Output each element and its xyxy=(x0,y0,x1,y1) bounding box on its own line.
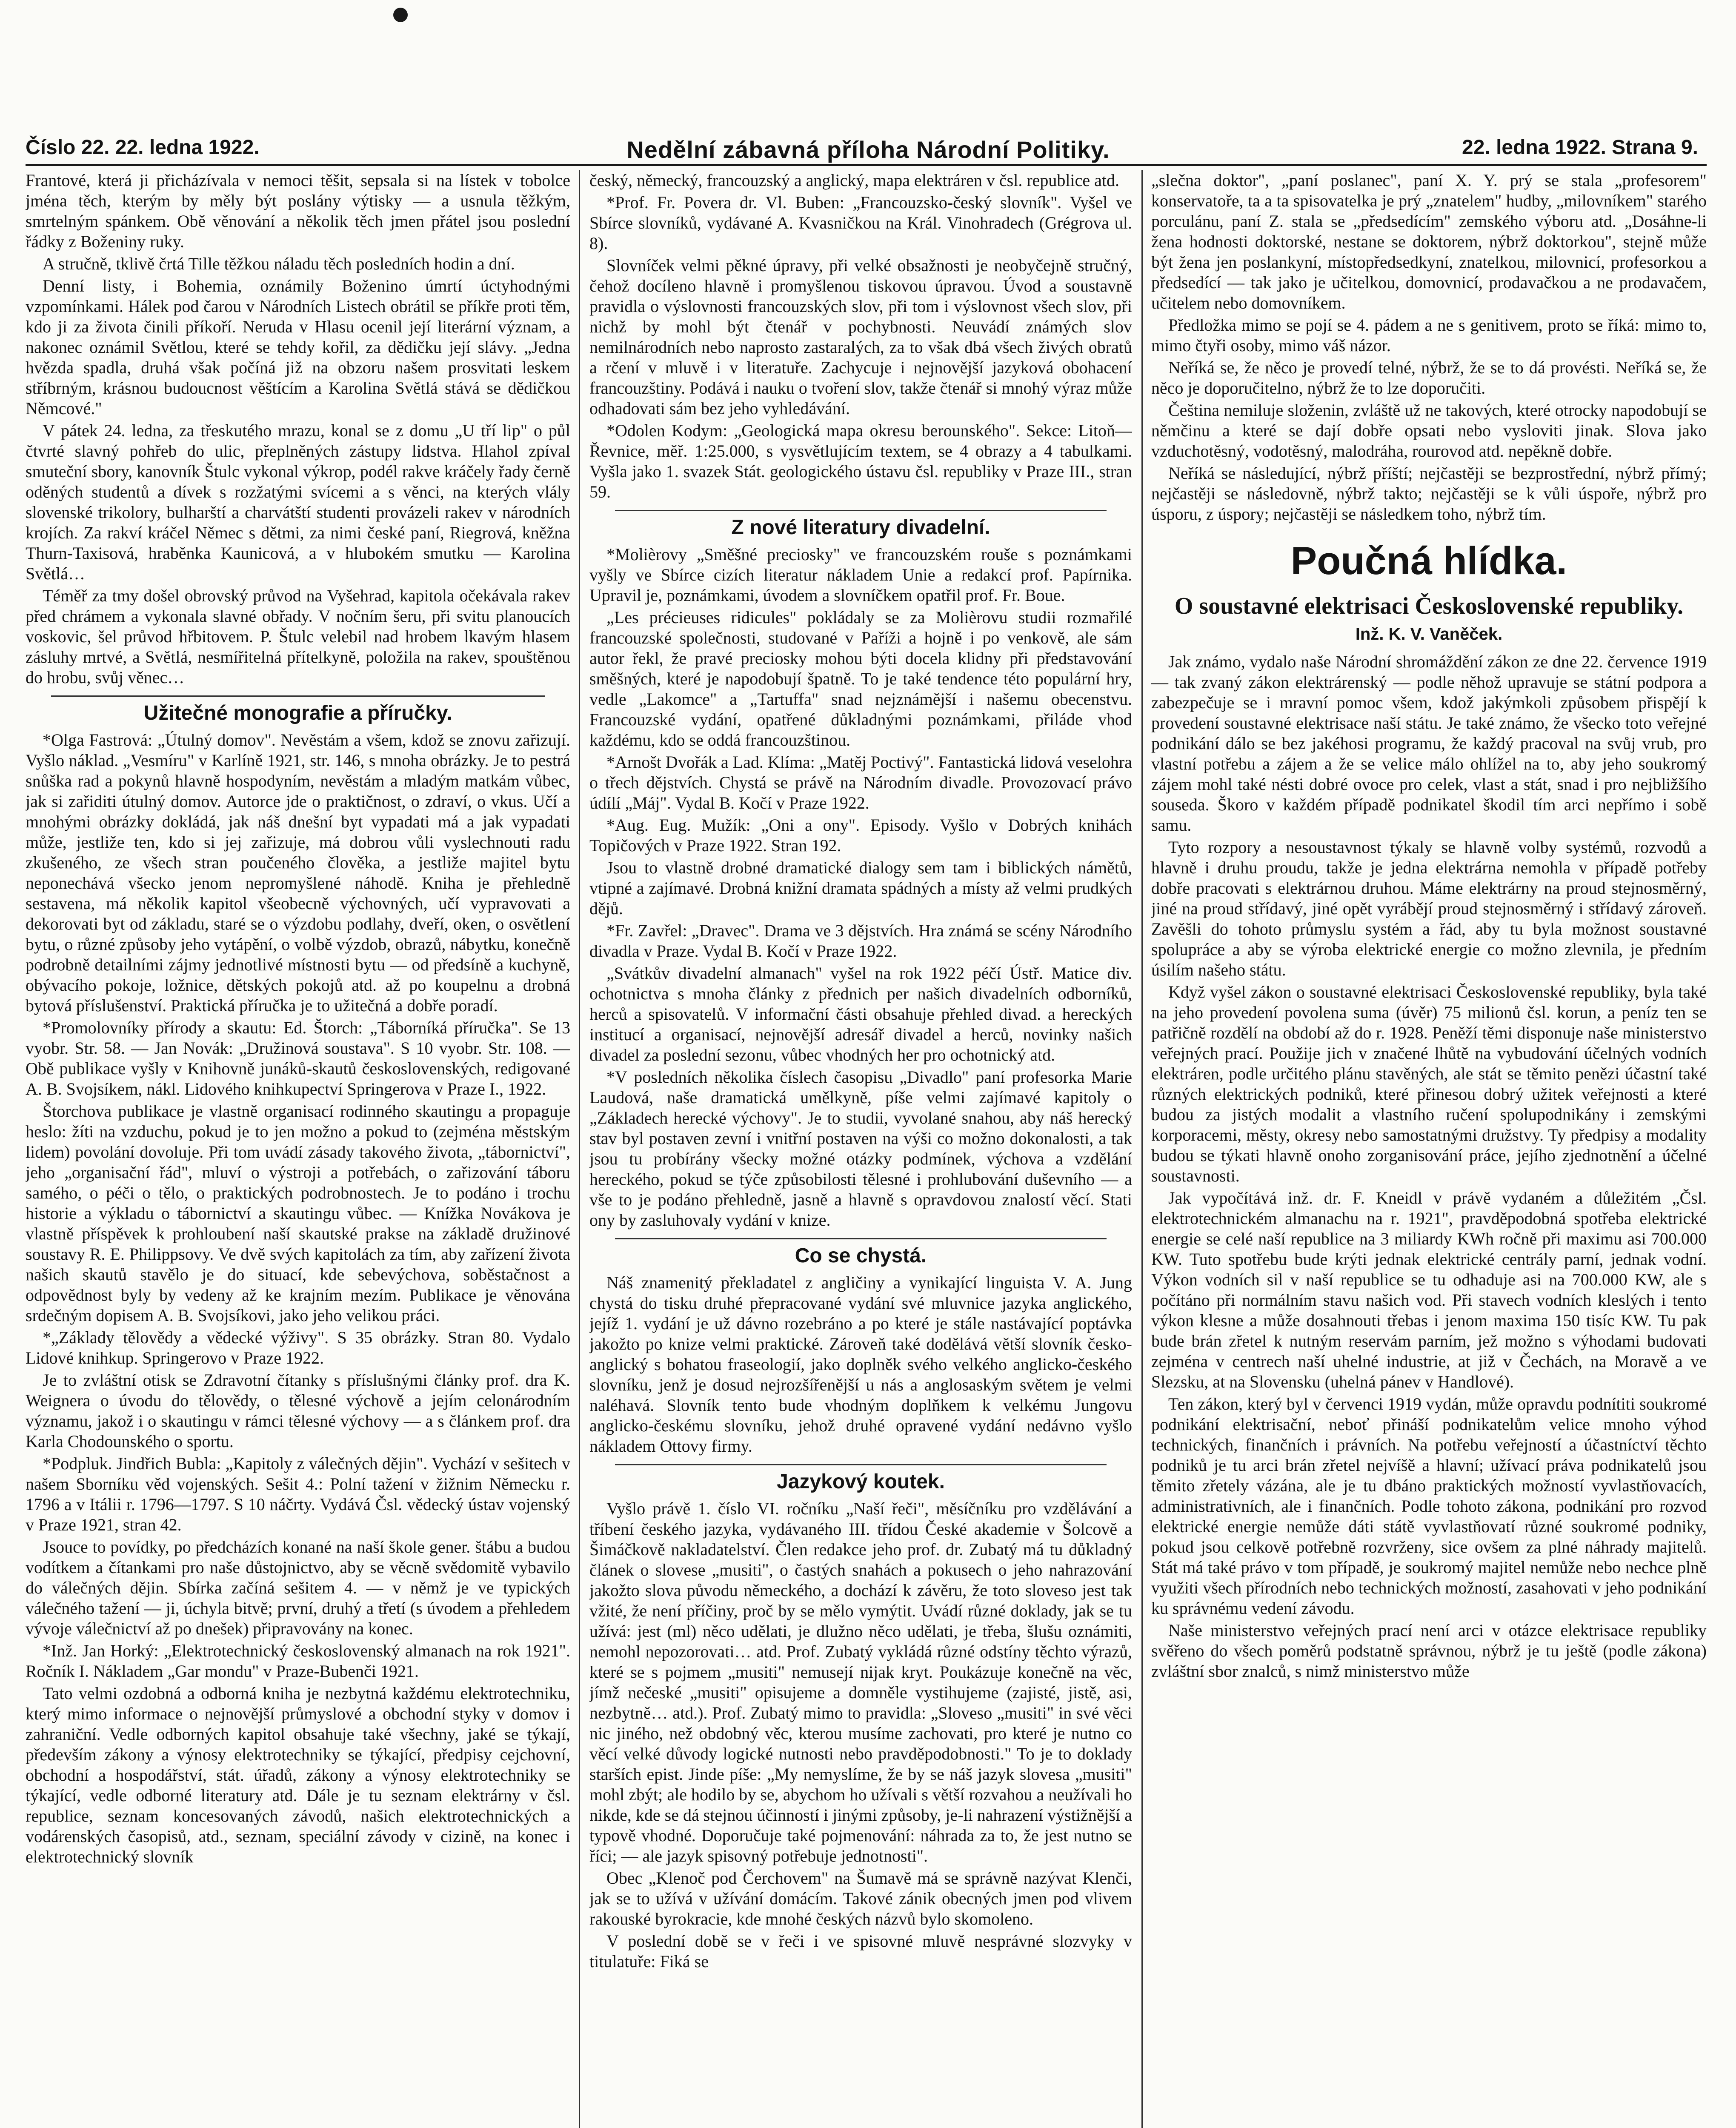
section-title-educational: Poučná hlídka. xyxy=(1290,539,1567,583)
language-note: Neříká se následující, nýbrž příští; nejčastěji se bezprostřední, nýbrž přímý; nejčastěji se následovně, nýbrž takto; nejčastěji se k vůli úspoře, nýbrž pro úsporu, z úspory; nejčastěji se následkem toho, nýbrž tím. xyxy=(1151,463,1707,523)
review-paragraph: Náš znamenitý překladatel z angličiny a vynikající linguista V. A. Jung chystá do tisku druhé přepracované vydání své mluvnice jazyka anglického, jejíž 1. vydání je už dávno rozebráno a po které je stále nastávající poptávka jakožto po knize velmi praktické. Zároveň také dodělává větší slovník česko-anglický s bohatou fraseologií, jako doplněk svého velkého anglicko-českého slovníku, jenž je dosud nejrozšířenější u nás a anglosaským světem je velmi naléhavá. Slovník tento bude vhodným doplňkem k velkému Jungovu anglicko-českému slovníku, jehož druhé opravené vydání nedávno vyšlo nákladem Ottovy firmy. xyxy=(589,1273,1132,1456)
review-paragraph: Tato velmi ozdobná a odborná kniha je nezbytná každému elektrotechniku, který mimo informace o nejnovější průmyslové a obchodní styky v domov i zahraniční. Vedle odborných kapitol obsahuje také všechny, jaké se týkají, především zákony a výnosy elektrotechniky se týkající, předpisy cejchovní, obchodní a hospodářství, stát. úřadů, zákony a výnosy elektrotechniky se týkající, vedle odborné literatury atd. Dále je tu seznam elektrárny v čsl. republice, seznam koncesovaných závodů, našich elektrotechnických a vodárenských časopisů, atd., seznam, speciální závody v cizině, na konec i elektrotechnický slovník xyxy=(26,1684,570,1866)
column-divider xyxy=(579,170,580,2128)
review-paragraph: Vyšlo právě 1. číslo VI. ročníku „Naší řeči", měsíčníku pro vzdělávání a tříbení českého jazyka, vydávaného III. třídou České akademie v Šolcově a Šimáčkově nakladatelství. Člen redakce jeho prof. dr. Zubatý má tu důkladný článek o slovese „musiti", o častých snahách a pokusech o jeho nahrazování jakožto slova původu německého, a dochází k závěru, že toto sloveso jest tak vžité, že není příčiny, proč by se mělo vymýtit. Uvádí různé doklady, jak se tu užívá: jest (ml) něco udělati, je dlužno něco udělati, je třeba, šlušu oznámiti, nemohl nepozorovati… atd. Prof. Zubatý vykládá různé odstíny těchto výrazů, které se s pojmem „musiti" nemusejí nijak kryt. Poukázuje konečně na věc, jímž nečeské „musiti" opisujeme a domněle vystihujeme (zajisté, jistě, asi, nezbytně… atd.). Prof. Zubatý mimo to pravidla: „Sloveso „musiti" in své věci nic jiného, než obdobný věc, kterou musíme zachovati, pro které je nutno co věcí velké důvody logické nutnosti nebo pravděpodobnosti." To je to doklady starších epist. Jinde píše: „My nemyslíme, že by se náš jazyk slovesa „musiti" mohl zbýt; ale hodilo by se, abychom ho užívali s větší rozvahou a neužívali ho nikde, kde se dá stejnou účinností i jinými způsoby, je-li nahrazení výstižnější a typově vhodné. Doporučuje také pojmenování: náhrada za to, že jest nutno se říci; — ale jazyk spisovný potřebuje jednotnosti". xyxy=(589,1499,1132,1865)
review-paragraph: *Podpluk. Jindřich Bubla: „Kapitoly z válečných dějin". Vychází v sešitech v našem Sborníku věd vojenských. Sešit 4.: Polní tažení v žižnim Německu r. 1796 a v Itálii r. 1796—1797. S 10 náčrty. Vydává Čsl. vědecký ústav vojenský v Praze 1921, stran 42. xyxy=(26,1454,570,1534)
article-author: Inž. K. V. Vaněček. xyxy=(1355,625,1503,644)
review-paragraph: Obec „Klenoč pod Čerchovem" na Šumavě má se správně nazývat Klenči, jak se to užívá v užívání domácím. Takové zánik obecných jmen pod vlivem rakouské byrokracie, kde mnohé českých názvů bylo skomoleno. xyxy=(589,1868,1132,1928)
language-note: „slečna doktor", „paní poslanec", paní X. Y. prý se stala „profesorem" konservatoře, ta a ta spisovatelka je prý „znatelem" hudby, „milovníkem" starého porculánu, paní Z. stala se „předsedícím" zemského výboru atd. „Dosáhne-li žena hodnosti doktorské, nestane se doktorem, nýbrž doktorkou", stejně může být žena jen poslankyní, místopředsedkyní, znatelkou, milovnicí, profesorkou a předsedící — tak jako je učitelkou, domovnicí, prodavačkou a ne prodavačem, učitelem nebo domovníkem. xyxy=(1151,171,1707,312)
review-paragraph: Slovníček velmi pěkné úpravy, při velké obsažnosti je neobyčejně stručný, čehož docíleno hlavně i promyšlenou tiskovou úpravou. Úvod a soustavně pravidla o výslovnosti francouzských slov, při tom i výslovnost všech slov, při nichž by mohl být čtenář v pochybnosti. Neuvádí známých slov nemilnárodních nebo naprosto zastaralých, za to však dbá všech živých obratů a rčení v mluvě i v literatuře. Zachycuje i nejnovější jazyková obohacení francouzštiny. Podává i nauku o tvoření slov, takže čtenář si mnohý výraz může odhadovati sám bez jeho vyhledávání. xyxy=(589,256,1132,418)
issue-number: Číslo 22. 22. ledna 1922. xyxy=(26,136,260,159)
review-paragraph: *Inž. Jan Horký: „Elektrotechnický československý almanach na rok 1921". Ročník I. Nákladem „Gar mondu" v Praze-Bubenči 1921. xyxy=(26,1641,570,1681)
language-note: Neříká se, že něco je provedí telné, nýbrž, že se to dá provésti. Neříká se, že něco je doporučitelno, nýbrž že to lze doporučiti. xyxy=(1151,358,1707,398)
section-separator xyxy=(615,1238,1107,1239)
page-header xyxy=(26,134,1707,166)
punch-hole-mark xyxy=(393,8,408,22)
column-divider xyxy=(1141,170,1143,2128)
article-title: O soustavné elektrisaci Československé republiky. xyxy=(1174,593,1684,619)
review-paragraph: *Arnošt Dvořák a Lad. Klíma: „Matěj Poctivý". Fantastická lidová veselohra o třech dějstvích. Chystá se právě na Národním divadle. Provozovací právo údílí „Máj". Vydal B. Kočí v Praze 1922. xyxy=(589,752,1132,812)
section-separator xyxy=(51,695,545,697)
section-title-monographs: Užitečné monografie a příručky. xyxy=(143,702,452,724)
date-and-page: 22. ledna 1922. Strana 9. xyxy=(1462,136,1698,159)
language-note: Čeština nemiluje složenin, zvláště už ne takových, které otrocky napodobují se němčinu a které se dají dobře opsati nebo vysloviti jinak. Slova jako vzduchotěsný, vodotěsný, malodráha, rourovod atd. nepěkně dobře. xyxy=(1151,400,1707,460)
section-title-language-corner: Jazykový koutek. xyxy=(777,1470,945,1493)
article-paragraph: Jak známo, vydalo naše Národní shromáždění zákon ze dne 22. července 1919 — tak zvaný zákon elektrárenský — podle něhož upravuje se státní podpora a zabezpečuje se i mravní pomoc všem, kdož jakýmkoli způsobem přispějí k provedení soustavné elektrisace naší státu. Je také známo, že všecko toto veřejné podnikání dálo se bez jakéhosi programu, že každý pracoval na svůj vrub, pro vlastní potřebu a zájem a že se velice málo ohlížel na to, aby jeho soukromý zájem mohl také nésti dobré ovoce pro celek, vlast a stát, snad i pro nejbližšího souseda. Škoro v každém případě podnikatel škodil tím arci nepřímo i sobě samu. xyxy=(1151,652,1707,835)
review-paragraph: „Svátkův divadelní almanach" vyšel na rok 1922 péčí Ústř. Matice div. ochotnictva s mnoha články z přednich per našich divadelních odborníků, herců a spisovatelů. V informační části obsahuje přehled divad. a hereckých institucí a organisací, nejnovější adresář divadel a herců, novinky našich divadel za poslední sezonu, vůbec vhodných her pro ochotnický atd. xyxy=(589,964,1132,1064)
review-paragraph: *Prof. Fr. Povera dr. Vl. Buben: „Francouzsko-český slovník". Vyšel ve Sbírce slovníků, vydávané A. Kvasničkou na Král. Vinohradech (Grégrova ul. 8). xyxy=(589,193,1132,253)
review-paragraph: Štorchova publikace je vlastně organisací rodinného skautingu a propaguje heslo: žíti na vzduchu, pokud je to jen možno a pokud to (zejména městským lidem) povolání dovoluje. Při tom uvádí zásady takového života, „tábornictví", jeho „organisační řád", mluví o výstroji a potřebách, o zařizování táboru samého, o péči o tělo, o praktických podrobnostech. Je to podáno i trochu historie a výkladu o tábornictví a skautingu vůbec. — Knížka Novákova je vlastně příspěvek k prohloubení naší skautské prakse na základě družinové soustavy R. E. Philippsovy. Ve dvě svých kapitolách za tím, aby zařízení života našich skautů stavělo je do situací, kde sebevýchova, soběstačnost a odpovědnost byly by vedeny až ke krajním mezím. Publikace je věnována srdečným dopisem A. B. Svojsíkovi, jako jeho velikou práci. xyxy=(26,1101,570,1325)
article-paragraph: Když vyšel zákon o soustavné elektrisaci Československé republiky, byla také na jeho provedení povolena suma (úvěr) 75 milionů čsl. korun, a peníz ten se patřičně rozdělí na období až do r. 1928. Peněží těmi disponuje naše ministerstvo veřejných prací. Použije jich v značené lhůtě na vybudování účelných vodních elektráren, podle určitého plánu stavěných, ale stát se těmito penězi účastní také různých elektrických podniků, které přinesou dobrý užitek veřejnosti a které budou za jistých modalit a vlastního ručení spolupodnikány i zemskými korporacemi, městy, okresy nebo samostatnými družstvy. Ty předpisy a modality budou se týkati hlavně onoho zorganisování práce, jejího zjednotnění a účelné soustavnosti. xyxy=(1151,982,1707,1185)
article-paragraph: Frantové, která ji přicházívala v nemoci těšit, sepsala si na lístek v tobolce jména těch, kterým by měly být poslány výtisky — a usnula těžkým, smrtelným spánkem. Obě věnování a několik těch jmen přátel jsou poslední řádky z Boženiny ruky. xyxy=(26,171,570,251)
article-paragraph: A stručně, tklivě črtá Tille těžkou náladu těch posledních hodin a dní. xyxy=(43,254,515,273)
review-paragraph: Jsouce to povídky, po předcházích konané na naší škole gener. štábu a budou vodítkem a čítankami pro naše důstojnictvo, aby se věcně svědomitě vybavilo do válečných dějin. Sbírka začíná sešitem 4. — v němž je ve typických válečného tažení — ji, úchyla bitvě; první, druhý a třetí (s úvodem a přehledem vývoje válečnictví až po dnešek) připravovány na konec. xyxy=(26,1537,570,1638)
article-paragraph: Jak vypočítává inž. dr. F. Kneidl v právě vydaném a důležitém „Čsl. elektrotechnickém almanachu na r. 1921", pravděpodobná spotřeba elektrické energie se celé naší republice na 3 miliardy KWh ročně při maximu asi 700.000 KW. Tuto spotřebu bude krýti jednak elektrické centrály parní, jednak vodní. Výkon vodních sil v naší republice se tu odhaduje asi na 700.000 KW, ale s počítáno při normálním stavu našich vod. Při stavech vodních kleslých i tento výkon klesne a může dosahnouti třebas i jenom maxima 150 tisíc KW. Tu pak bude brán zřetel k nutným reservám parním, jež možno s výhodami budovati zejména v centrech naší uhelné industrie, at již v Čechách, na Moravě a ve Slezsku, at na Slovensku (uhelná pánev v Handlové). xyxy=(1151,1188,1707,1391)
article-paragraph: Denní listy, i Bohemia, oznámily Boženino úmrtí úctyhodnými vzpomínkami. Hálek pod čarou v Národních Listech obrátil se příkře proti těm, kdo ji za života činili příkoří. Neruda v Hlasu ocenil její literární význam, a nakonec oznámil Světlou, které se tehdy kořil, za dědičku její slávy. „Jedna hvězda spadla, druhá však počíná již na obzoru našem prosvitati leskem stříbrným, krásnou budoucnost věštícím a Karolina Světlá stává se dědičkou Němcové." xyxy=(26,276,570,418)
column-right xyxy=(1151,170,1707,2128)
article-paragraph: Naše ministerstvo veřejných prací není arci v otázce elektrisace republiky svěřeno do všech poměrů podstatně správnou, nýbrž je tu ještě (podle zákona) zvláštní sbor znalců, s nimž ministerstvo může xyxy=(1151,1621,1707,1681)
review-paragraph: *Olga Fastrová: „Útulný domov". Nevěstám a všem, kdož se znovu zařizují. Vyšlo náklad. „Vesmíru" v Karlíně 1921, str. 146, s mnoha obrázky. Je to pestrá snůška rad a pokynů hlavně hospodyním, nevěstám a mladým matkám vůbec, jak si zařiditi útulný domov. Autorce jde o praktičnost, o zdraví, o vkus. Učí a mnohými obrázky dokládá, jak náš dnešní byt vypadati má a jak vypadati může, jestliže ten, kdo si jej zařizuje, má dobrou vůli vyslechnouti radu zkušeného, ze všech stran poučeného člověka, a jestliže majitel bytu neponechává všecko jenom nepromyšlené náhodě. Kniha je přehledně sestavena, má několik kapitol všeobecně výchovných, učí vypravovati a dekorovati byt od základu, staré se o výzdobu podlahy, dveří, oken, o osvětlení bytu, o různé způsoby jeho vytápění, o volbě výzdob, obrazů, nábytku, konečně podrobně detailními zájmy jednotlivé místnosti bytu — od předsíně a kuchyně, obývacího pokoje, ložnice, dětských pokojů atd. až po koupelnu a drobná bytová příslušenství. Praktická příručka je to užitečná a dobře poradí. xyxy=(26,730,570,1015)
review-paragraph: „Les précieuses ridicules" pokládaly se za Molièrovu studii rozmařilé francouzské společnosti, studované v Paříži a hojně i po venkově, ale sám autor řekl, že pravé preciosky mohou býti docela klidny při představování směšných, které je napodobují špatně. To je také tendence této populární hry, vedle „Lakomce" a „Tartuffa" snad nejznámější i našemu obecenstvu. Francouzské vydání, opatřené důkladnými poznámkami, přiláde vhod každému, kdo se oddá francouzštinou. xyxy=(589,608,1132,749)
review-paragraph: *V posledních několika číslech časopisu „Divadlo" paní profesorka Marie Laudová, naše dramatická umělkyně, píše velmi zajímavé kapitoly o „Základech herecké výchovy". Je to studii, vyvolané snahou, aby náš herecký stav byl postaven zevní i vnitřní postaven na výši co možno dokonalosti, a tak jsou tu probírány všecky možné otázky podmínek, výchova a vzdělání hereckého, pokud se týče způsobilosti tělesné i prohlubování duševního — a vše to je podáno přehledně, jasně a hlavně s opravdovou znalostí věcí. Stati ony by zasluhovaly vydání v knize. xyxy=(589,1067,1132,1230)
section-separator xyxy=(615,510,1107,511)
review-paragraph: Je to zvláštní otisk se Zdravotní čítanky s příslušnými články prof. dra K. Weignera o úvodu do tělovědy, o tělesné výchově a jejím celonárodním významu, jakož i o skautingu v rámci tělesné výchovy — a s článkem prof. dra Karla Chodounského o sportu. xyxy=(26,1370,570,1451)
review-paragraph: *Promolovníky přírody a skautu: Ed. Štorch: „Táborníká příručka". Se 13 vyobr. Str. 58. — Jan Novák: „Družinová soustava". S 10 vyobr. Str. 108. — Obě publikace vyšly v Knihovně junáků-skautů československých, redigované A. B. Svojsíkem, nákl. Lidového knihkupectví Springerova v Praze I., 1922. xyxy=(26,1018,570,1098)
review-paragraph: *Fr. Zavřel: „Dravec". Drama ve 3 dějstvích. Hra známá se scény Národního divadla v Praze. Vydal B. Kočí v Praze 1922. xyxy=(589,921,1132,961)
review-paragraph: český, německý, francouzský a anglický, mapa elektráren v čsl. republice atd. xyxy=(589,171,1120,190)
article-paragraph: Tyto rozpory a nesoustavnost týkaly se hlavně volby systémů, rozvodů a hlavně i druhu proudu, takže je jedna elektrárna nemohla v případě potřeby dobře pracovati s elektrárnou druhou. Máme elektrárny na proud stejnosměrný, jiné na proud střídavý, jiné opět vyrábějí proud stejnosměrný i střídavý zároveň. Zavěšli do tohoto průmyslu systém a řád, aby tu byla možnost soustavné spolupráce a aby se výroba elektrické energie co možno zlevnila, je předním úsilím našeho státu. xyxy=(1151,838,1707,979)
review-paragraph: *Aug. Eug. Mužík: „Oni a ony". Episody. Vyšlo v Dobrých knihách Topičových v Praze 1922. Stran 192. xyxy=(589,815,1132,855)
review-paragraph: Jsou to vlastně drobné dramatické dialogy sem tam i biblických námětů, vtipné a zajímavé. Drobná knižní dramata spádných a místy až velmi prudkých dějů. xyxy=(589,858,1132,918)
article-paragraph: Téměř za tmy došel obrovský průvod na Vyšehrad, kapitola očekávala rakev před chrámem a vykonala slavné obřady. V nočním šeru, při svitu planoucích voskovic, šel průvod hřbitovem. P. Štulc velebil nad hrobem lkavým hlasem zásluhy mrtvé, a Světlá, nesmířitelná přítelkyně, položila na rakev, spouštěnou do hrobu, svůj věnec… xyxy=(26,586,570,687)
review-paragraph: *Molièrovy „Směšné preciosky" ve francouzském rouše s poznámkami vyšly ve Sbírce cizích literatur nákladem Unie a redakcí prof. Papírnika. Upravil je, poznámkami, úvodem a slovníčkem opatřil prof. Fr. Boue. xyxy=(589,545,1132,605)
section-title-upcoming: Co se chystá. xyxy=(795,1244,927,1267)
language-note: Předložka mimo se pojí se 4. pádem a ne s genitivem, proto se říká: mimo to, mimo čtyři osoby, mimo váš názor. xyxy=(1151,315,1707,355)
article-paragraph: V pátek 24. ledna, za třeskutého mrazu, konal se z domu „U tří lip" o půl čtvrté slavný pohřeb do ulic, přeplněných zástupy lidstva. Hlahol zpíval smuteční sbory, kanovník Štulc vykonal výkrop, podél rakve kráčely řady černě oděných studentů a dívek s rozžatými svícemi a s věnci, na kterých vlály slovenské trikolory, bulharští a charvátští studenti provázeli rakev v národních krojích. Za rakví kráčel Němec s dětmi, za nimi české paní, Riegrová, kněžna Thurn-Taxisová, hraběnka Kaunicová, a v hlubokém smutku — Karolina Světlá… xyxy=(26,421,570,583)
column-left xyxy=(26,170,570,2128)
column-middle xyxy=(589,170,1132,2128)
article-paragraph: Ten zákon, který byl v červenci 1919 vydán, může opravdu podnítiti soukromé podnikání elektrisační, neboť přináší podnikatelům velice mnoho výhod technických, finančních i právních. Na potřebu veřejností a účastníctví těchto podniků je tu arci brán zřetel nejvíšě a hlavní; užívací práva podnikatelů jsou těmito zřetely vázána, ale je tu dbáno praktických možností vyvlastňovacích, administrativních, ale i finančních. Podle tohoto zákona, podnikání pro rozvod elektrické energie nemůže dáti státě vyvlastňovatí různé soukromé podniky, pokud jsou celkově potřebně rozvrženy, sice ovšem za plné náhrady majitelů. Stát má také právo v tom případě, je soukromý majitel nemůže nebo nechce plně využiti všech přírodních nebo technických možností, zasahovati v jeho podnikání ku správnému vedení závodu. xyxy=(1151,1394,1707,1618)
section-title-theatre: Z nové literatury divadelní. xyxy=(731,516,990,539)
review-paragraph: *Odolen Kodym: „Geologická mapa okresu berounského". Sekce: Litoň—Řevnice, měř. 1:25.000, s vysvětlujícím textem, se 4 obrazy a 4 tabulkami. Vyšla jako 1. svazek Stát. geologického ústavu čsl. republiky v Praze III., stran 59. xyxy=(589,421,1132,501)
publication-title: Nedělní zábavná příloha Národní Politiky. xyxy=(626,136,1110,163)
section-separator xyxy=(615,1464,1107,1465)
review-paragraph: *„Základy tělovědy a vědecké výživy". S 35 obrázky. Stran 80. Vydalo Lidové knihkup. Springerovo v Praze 1922. xyxy=(26,1328,570,1367)
review-paragraph: V poslední době se v řeči i ve spisovné mluvě nesprávné slozvyky v titulatuře: Fiká se xyxy=(589,1931,1132,1971)
